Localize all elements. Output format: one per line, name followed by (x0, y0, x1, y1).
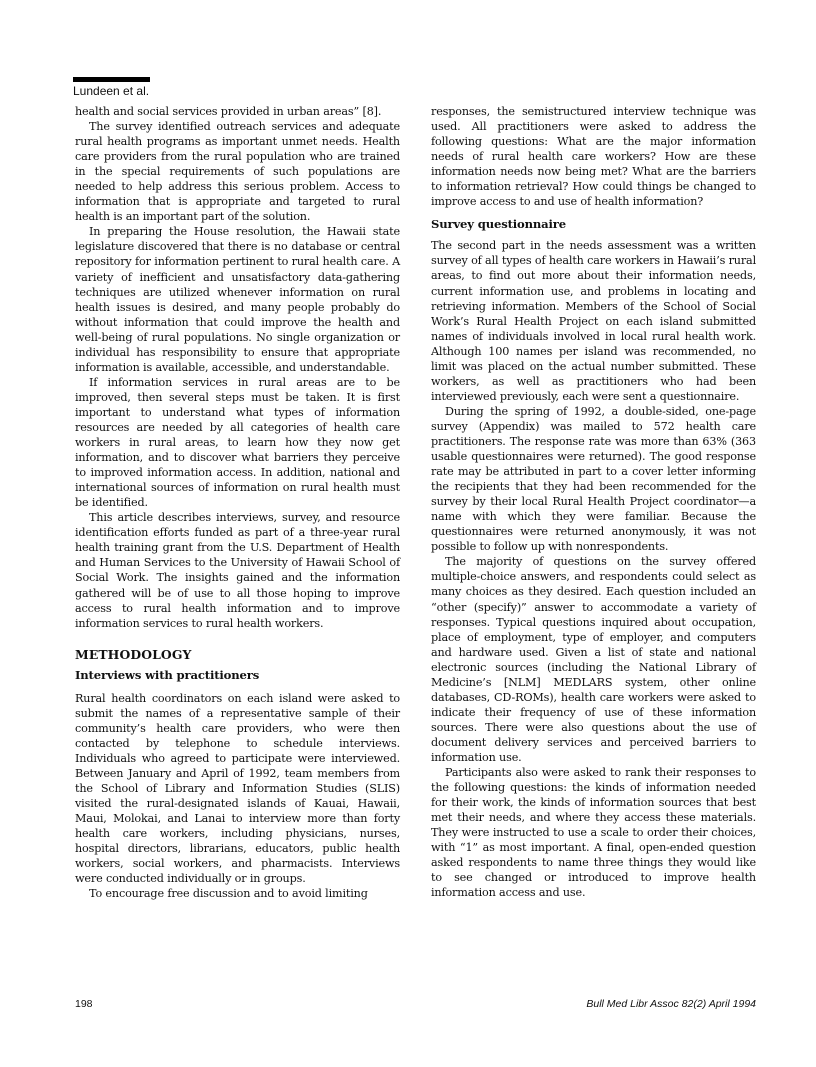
right-column (431, 104, 756, 900)
paragraph: In preparing the House resolution, the Hawaii state legislature discovered that there is no database or central repository for information pertinent to rural health care. A variety of inefficient and unsatisfactory data-gathering techniques are utilized whenever information on rural health issues is desired, and many people probably do without information that could improve the health and well-being of rural populations. No single organization or individual has responsibility to ensure that appropriate information is available, accessible, and understandable. (75, 225, 400, 374)
left-column (75, 104, 400, 901)
paragraph: The majority of questions on the survey offered multiple-choice answers, and respondents could select as many choices as they desired. Each question included an “other (specify)” answer to accommodate a variety of responses. Typical questions inquired about occupation, place of employment, type of employer, and computers and hardware used. Given a list of state and national electronic sources (including the National Library of Medicine’s [NLM] MEDLARS system, other online databases, CD-ROMs), health care workers were asked to indicate their frequency of use of these information sources. There were also questions about the use of document delivery services and perceived barriers to information use. (431, 555, 756, 764)
paragraph: Participants also were asked to rank their responses to the following questions: the kinds of information needed for their work, the kinds of information sources that best met their needs, and where they access these materials. They were instructed to use a scale to order their choices, with “1” as most important. A final, open-ended question asked respondents to name three things they would like to see changed or introduced to improve health information access and use. (431, 766, 756, 900)
subheading: Interviews with practitioners (75, 667, 260, 682)
header-rule (73, 77, 150, 82)
paragraph: To encourage free discussion and to avoid limiting (89, 887, 368, 901)
paragraph: The survey identified outreach services and adequate rural health programs as important unmet needs. Health care providers from the rural population who are trained in the special requirements of such populations are needed to help address this serious problem. Access to information that is appropriate and targeted to rural health is an important part of the solution. (75, 120, 400, 224)
paragraph: health and social services provided in urban areas” [8]. (75, 105, 382, 118)
paragraph: The second part in the needs assessment was a written survey of all types of health care workers in Hawaii’s rural areas, to find out more about their information needs, current information use, and problems in locating and retrieving information. Members of the School of Social Work’s Rural Health Project on each island submitted names of individuals involved in local rural health work. Although 100 names per island was recommended, no limit was placed on the actual number submitted. These workers, as well as practitioners who had been interviewed previously, each were sent a questionnaire. (431, 239, 756, 403)
running-head: Lundeen et al. (73, 84, 150, 98)
paragraph: Rural health coordinators on each island were asked to submit the names of a representative sample of their community’s health care providers, who were then contacted by telephone to schedule interviews. Individuals who agreed to participate were interviewed. Between January and April of 1992, team members from the School of Library and Information Studies (SLIS) visited the rural-designated islands of Kauai, Hawaii, Maui, Molokai, and Lanai to interview more than forty health care workers, including physicians, nurses, hospital directors, librarians, educators, public health workers, social workers, and pharmacists. Interviews were conducted individually or in groups. (75, 691, 400, 886)
paragraph: If information services in rural areas are to be improved, then several steps must be taken. It is first important to understand what types of information resources are needed by all categories of health care workers in rural areas, to learn how they now get information, and to discover what barriers they perceive to improved information access. In addition, national and international sources of information on rural health must be identified. (75, 375, 400, 510)
paragraph: During the spring of 1992, a double-sided, one-page survey (Appendix) was mailed to 572 health care practitioners. The response rate was more than 63% (363 usable questionnaires were returned). The good response rate may be attributed in part to a cover letter informing the recipients that they had been recommended for the survey by their local Rural Health Project coordinator—a name with which they were familiar. Because the questionnaires were returned anonymously, it was not possible to follow up with nonrespondents. (431, 404, 756, 554)
paragraph: This article describes interviews, survey, and resource identification efforts funded as part of a three-year rural health training grant from the U.S. Department of Health and Human Services to the University of Hawaii School of Social Work. The insights gained and the information gathered will be of use to all those hoping to improve access to rural health information and to improve information services to rural health workers. (75, 511, 400, 630)
subheading: Survey questionnaire (431, 217, 566, 232)
journal-citation: Bull Med Libr Assoc 82(2) April 1994 (586, 998, 756, 1010)
paragraph: responses, the semistructured interview technique was used. All practitioners were asked to address the following questions: What are the major information needs of rural health care workers? How are these information needs now being met? What are the barriers to information retrieval? How could things be changed to improve access to and use of health information? (431, 105, 756, 209)
page-number: 198 (75, 998, 93, 1010)
section-heading: METHODOLOGY (75, 646, 192, 662)
